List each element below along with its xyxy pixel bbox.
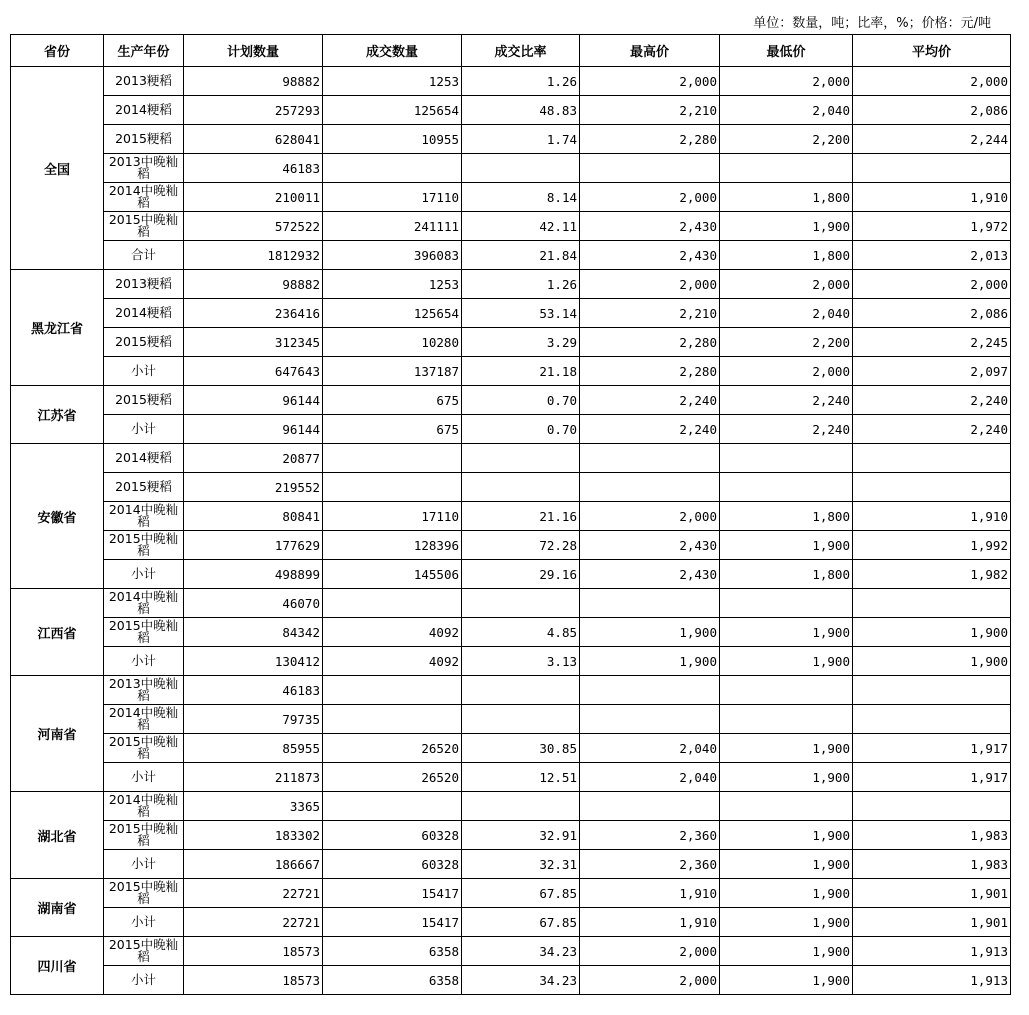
- planned-qty-cell: 130412: [184, 647, 323, 676]
- deal-rate-cell: [462, 792, 580, 821]
- deal-qty-cell: 396083: [323, 241, 462, 270]
- min-price-cell: [720, 589, 853, 618]
- min-price-cell: 1,900: [720, 908, 853, 937]
- min-price-cell: 1,900: [720, 647, 853, 676]
- min-price-cell: 1,900: [720, 212, 853, 241]
- max-price-cell: [580, 473, 720, 502]
- table-row: [11, 937, 1011, 966]
- year-cell: 2014粳稻: [104, 299, 184, 328]
- avg-price-cell: 1,992: [853, 531, 1011, 560]
- table-row: [11, 154, 1011, 183]
- deal-qty-cell: [323, 676, 462, 705]
- deal-rate-cell: [462, 154, 580, 183]
- max-price-cell: 2,240: [580, 386, 720, 415]
- avg-price-cell: 1,917: [853, 763, 1011, 792]
- year-cell: 小计: [104, 763, 184, 792]
- max-price-cell: 2,000: [580, 67, 720, 96]
- min-price-cell: 1,800: [720, 241, 853, 270]
- max-price-cell: 2,210: [580, 96, 720, 125]
- min-price-cell: 2,240: [720, 415, 853, 444]
- deal-qty-cell: 145506: [323, 560, 462, 589]
- table-row: [11, 618, 1011, 647]
- deal-rate-cell: [462, 705, 580, 734]
- deal-rate-cell: 3.29: [462, 328, 580, 357]
- table-row: [11, 473, 1011, 502]
- province-cell: 江苏省: [11, 386, 104, 444]
- max-price-cell: [580, 676, 720, 705]
- table-row: [11, 792, 1011, 821]
- deal-qty-cell: 128396: [323, 531, 462, 560]
- avg-price-cell: 2,013: [853, 241, 1011, 270]
- table-row: [11, 357, 1011, 386]
- year-cell: 小计: [104, 850, 184, 879]
- table-row: [11, 67, 1011, 96]
- province-cell: 安徽省: [11, 444, 104, 589]
- year-cell: 小计: [104, 415, 184, 444]
- avg-price-cell: 1,901: [853, 908, 1011, 937]
- planned-qty-cell: 183302: [184, 821, 323, 850]
- table-row: [11, 850, 1011, 879]
- avg-price-cell: 2,086: [853, 96, 1011, 125]
- table-row: [11, 183, 1011, 212]
- header-avg-price: 平均价: [853, 35, 1011, 67]
- province-cell: 全国: [11, 67, 104, 270]
- planned-qty-cell: 98882: [184, 270, 323, 299]
- year-cell: 小计: [104, 560, 184, 589]
- table-row: [11, 444, 1011, 473]
- deal-rate-cell: 1.26: [462, 67, 580, 96]
- year-cell: 2015中晚籼稻: [104, 821, 184, 850]
- deal-rate-cell: 21.84: [462, 241, 580, 270]
- min-price-cell: 1,900: [720, 763, 853, 792]
- deal-qty-cell: 26520: [323, 734, 462, 763]
- max-price-cell: [580, 154, 720, 183]
- header-row: [11, 35, 1011, 67]
- avg-price-cell: 1,982: [853, 560, 1011, 589]
- table-row: [11, 647, 1011, 676]
- year-cell: 2015中晚籼稻: [104, 212, 184, 241]
- max-price-cell: 2,430: [580, 560, 720, 589]
- min-price-cell: 2,240: [720, 386, 853, 415]
- min-price-cell: 2,000: [720, 270, 853, 299]
- deal-rate-cell: 53.14: [462, 299, 580, 328]
- min-price-cell: 1,900: [720, 966, 853, 995]
- planned-qty-cell: 236416: [184, 299, 323, 328]
- avg-price-cell: [853, 473, 1011, 502]
- planned-qty-cell: 20877: [184, 444, 323, 473]
- deal-rate-cell: 32.91: [462, 821, 580, 850]
- planned-qty-cell: 3365: [184, 792, 323, 821]
- max-price-cell: 2,000: [580, 502, 720, 531]
- deal-rate-cell: [462, 676, 580, 705]
- deal-qty-cell: 125654: [323, 299, 462, 328]
- avg-price-cell: 1,917: [853, 734, 1011, 763]
- province-cell: 湖北省: [11, 792, 104, 879]
- deal-rate-cell: 34.23: [462, 937, 580, 966]
- min-price-cell: [720, 676, 853, 705]
- min-price-cell: 1,900: [720, 618, 853, 647]
- deal-rate-cell: 30.85: [462, 734, 580, 763]
- avg-price-cell: [853, 589, 1011, 618]
- avg-price-cell: 2,086: [853, 299, 1011, 328]
- year-cell: 2015粳稻: [104, 473, 184, 502]
- deal-rate-cell: 67.85: [462, 908, 580, 937]
- min-price-cell: 2,000: [720, 67, 853, 96]
- table-row: [11, 96, 1011, 125]
- deal-qty-cell: 60328: [323, 821, 462, 850]
- planned-qty-cell: 80841: [184, 502, 323, 531]
- min-price-cell: 2,040: [720, 96, 853, 125]
- min-price-cell: [720, 473, 853, 502]
- deal-rate-cell: 42.11: [462, 212, 580, 241]
- planned-qty-cell: 177629: [184, 531, 323, 560]
- max-price-cell: 1,900: [580, 618, 720, 647]
- deal-rate-cell: 32.31: [462, 850, 580, 879]
- table-row: [11, 676, 1011, 705]
- deal-qty-cell: [323, 705, 462, 734]
- planned-qty-cell: 84342: [184, 618, 323, 647]
- avg-price-cell: 1,983: [853, 821, 1011, 850]
- max-price-cell: 1,910: [580, 879, 720, 908]
- deal-qty-cell: 241111: [323, 212, 462, 241]
- header-deal-rate: 成交比率: [462, 35, 580, 67]
- avg-price-cell: [853, 792, 1011, 821]
- max-price-cell: 2,000: [580, 937, 720, 966]
- planned-qty-cell: 22721: [184, 879, 323, 908]
- table-row: [11, 734, 1011, 763]
- avg-price-cell: 2,097: [853, 357, 1011, 386]
- deal-qty-cell: 1253: [323, 67, 462, 96]
- min-price-cell: 1,800: [720, 502, 853, 531]
- planned-qty-cell: 18573: [184, 937, 323, 966]
- planned-qty-cell: 647643: [184, 357, 323, 386]
- max-price-cell: 2,000: [580, 183, 720, 212]
- deal-qty-cell: 26520: [323, 763, 462, 792]
- year-cell: 2015粳稻: [104, 125, 184, 154]
- planned-qty-cell: 85955: [184, 734, 323, 763]
- max-price-cell: 2,000: [580, 270, 720, 299]
- deal-rate-cell: [462, 473, 580, 502]
- year-cell: 2014中晚籼稻: [104, 589, 184, 618]
- year-cell: 2015中晚籼稻: [104, 531, 184, 560]
- min-price-cell: 2,000: [720, 357, 853, 386]
- deal-qty-cell: 15417: [323, 908, 462, 937]
- avg-price-cell: 1,900: [853, 647, 1011, 676]
- min-price-cell: [720, 792, 853, 821]
- deal-qty-cell: 17110: [323, 502, 462, 531]
- deal-rate-cell: 0.70: [462, 415, 580, 444]
- year-cell: 2014粳稻: [104, 444, 184, 473]
- max-price-cell: 2,280: [580, 328, 720, 357]
- table-row: [11, 879, 1011, 908]
- table-row: [11, 125, 1011, 154]
- avg-price-cell: 1,900: [853, 618, 1011, 647]
- deal-qty-cell: 4092: [323, 647, 462, 676]
- planned-qty-cell: 96144: [184, 415, 323, 444]
- avg-price-cell: [853, 444, 1011, 473]
- deal-qty-cell: [323, 792, 462, 821]
- deal-rate-cell: 21.16: [462, 502, 580, 531]
- year-cell: 2014粳稻: [104, 96, 184, 125]
- deal-rate-cell: [462, 444, 580, 473]
- max-price-cell: 2,280: [580, 125, 720, 154]
- deal-rate-cell: 3.13: [462, 647, 580, 676]
- table-body: [11, 67, 1011, 995]
- header-min-price: 最低价: [720, 35, 853, 67]
- avg-price-cell: 2,000: [853, 67, 1011, 96]
- min-price-cell: [720, 154, 853, 183]
- planned-qty-cell: 46070: [184, 589, 323, 618]
- min-price-cell: 1,900: [720, 821, 853, 850]
- year-cell: 2013中晚籼稻: [104, 154, 184, 183]
- table-row: [11, 328, 1011, 357]
- deal-rate-cell: 8.14: [462, 183, 580, 212]
- planned-qty-cell: 22721: [184, 908, 323, 937]
- year-cell: 2015中晚籼稻: [104, 734, 184, 763]
- min-price-cell: 2,040: [720, 299, 853, 328]
- min-price-cell: 1,800: [720, 183, 853, 212]
- planned-qty-cell: 257293: [184, 96, 323, 125]
- province-cell: 河南省: [11, 676, 104, 792]
- max-price-cell: 2,000: [580, 966, 720, 995]
- year-cell: 合计: [104, 241, 184, 270]
- year-cell: 小计: [104, 908, 184, 937]
- deal-qty-cell: 6358: [323, 937, 462, 966]
- year-cell: 2014中晚籼稻: [104, 705, 184, 734]
- deal-rate-cell: 1.74: [462, 125, 580, 154]
- avg-price-cell: 1,983: [853, 850, 1011, 879]
- deal-qty-cell: 10280: [323, 328, 462, 357]
- table-row: [11, 821, 1011, 850]
- table-row: [11, 241, 1011, 270]
- year-cell: 2014中晚籼稻: [104, 183, 184, 212]
- max-price-cell: 2,040: [580, 734, 720, 763]
- planned-qty-cell: 1812932: [184, 241, 323, 270]
- avg-price-cell: 2,240: [853, 415, 1011, 444]
- year-cell: 2015中晚籼稻: [104, 937, 184, 966]
- table-row: [11, 908, 1011, 937]
- max-price-cell: 2,240: [580, 415, 720, 444]
- avg-price-cell: 1,901: [853, 879, 1011, 908]
- deal-rate-cell: 34.23: [462, 966, 580, 995]
- year-cell: 小计: [104, 647, 184, 676]
- avg-price-cell: 2,245: [853, 328, 1011, 357]
- province-cell: 黑龙江省: [11, 270, 104, 386]
- deal-rate-cell: 29.16: [462, 560, 580, 589]
- avg-price-cell: 2,244: [853, 125, 1011, 154]
- min-price-cell: [720, 705, 853, 734]
- table-row: [11, 502, 1011, 531]
- deal-qty-cell: 10955: [323, 125, 462, 154]
- deal-qty-cell: [323, 589, 462, 618]
- year-cell: 小计: [104, 966, 184, 995]
- max-price-cell: 2,430: [580, 531, 720, 560]
- max-price-cell: [580, 792, 720, 821]
- deal-rate-cell: 72.28: [462, 531, 580, 560]
- deal-qty-cell: 675: [323, 415, 462, 444]
- table-row: [11, 386, 1011, 415]
- avg-price-cell: [853, 676, 1011, 705]
- avg-price-cell: [853, 705, 1011, 734]
- planned-qty-cell: 498899: [184, 560, 323, 589]
- planned-qty-cell: 186667: [184, 850, 323, 879]
- deal-qty-cell: 137187: [323, 357, 462, 386]
- planned-qty-cell: 46183: [184, 676, 323, 705]
- max-price-cell: 1,910: [580, 908, 720, 937]
- deal-qty-cell: 17110: [323, 183, 462, 212]
- avg-price-cell: 2,000: [853, 270, 1011, 299]
- unit-note: 单位：数量，吨；比率，%；价格：元/吨: [753, 16, 991, 31]
- avg-price-cell: 1,910: [853, 183, 1011, 212]
- deal-rate-cell: 67.85: [462, 879, 580, 908]
- deal-rate-cell: [462, 589, 580, 618]
- year-cell: 2014中晚籼稻: [104, 792, 184, 821]
- year-cell: 2013粳稻: [104, 67, 184, 96]
- min-price-cell: 2,200: [720, 125, 853, 154]
- deal-qty-cell: 4092: [323, 618, 462, 647]
- avg-price-cell: 1,972: [853, 212, 1011, 241]
- header-deal-qty: 成交数量: [323, 35, 462, 67]
- max-price-cell: [580, 444, 720, 473]
- auction-results-table: [10, 34, 1011, 995]
- deal-qty-cell: 1253: [323, 270, 462, 299]
- year-cell: 2013中晚籼稻: [104, 676, 184, 705]
- avg-price-cell: 2,240: [853, 386, 1011, 415]
- deal-qty-cell: 15417: [323, 879, 462, 908]
- header-province: 省份: [11, 35, 104, 67]
- min-price-cell: 1,900: [720, 937, 853, 966]
- year-cell: 小计: [104, 357, 184, 386]
- header-planned-qty: 计划数量: [184, 35, 323, 67]
- province-cell: 江西省: [11, 589, 104, 676]
- year-cell: 2015中晚籼稻: [104, 618, 184, 647]
- min-price-cell: [720, 444, 853, 473]
- avg-price-cell: 1,913: [853, 937, 1011, 966]
- deal-qty-cell: 125654: [323, 96, 462, 125]
- year-cell: 2013粳稻: [104, 270, 184, 299]
- min-price-cell: 1,900: [720, 734, 853, 763]
- year-cell: 2015粳稻: [104, 386, 184, 415]
- max-price-cell: 2,360: [580, 821, 720, 850]
- deal-rate-cell: 48.83: [462, 96, 580, 125]
- max-price-cell: 2,210: [580, 299, 720, 328]
- table-row: [11, 705, 1011, 734]
- deal-rate-cell: 4.85: [462, 618, 580, 647]
- deal-qty-cell: [323, 473, 462, 502]
- planned-qty-cell: 572522: [184, 212, 323, 241]
- planned-qty-cell: 628041: [184, 125, 323, 154]
- max-price-cell: 2,280: [580, 357, 720, 386]
- header-max-price: 最高价: [580, 35, 720, 67]
- max-price-cell: 2,430: [580, 241, 720, 270]
- max-price-cell: 1,900: [580, 647, 720, 676]
- table-row: [11, 299, 1011, 328]
- year-cell: 2014中晚籼稻: [104, 502, 184, 531]
- deal-rate-cell: 1.26: [462, 270, 580, 299]
- max-price-cell: 2,360: [580, 850, 720, 879]
- province-cell: 湖南省: [11, 879, 104, 937]
- planned-qty-cell: 96144: [184, 386, 323, 415]
- table-row: [11, 560, 1011, 589]
- min-price-cell: 1,800: [720, 560, 853, 589]
- min-price-cell: 1,900: [720, 879, 853, 908]
- avg-price-cell: [853, 154, 1011, 183]
- planned-qty-cell: 210011: [184, 183, 323, 212]
- table-row: [11, 589, 1011, 618]
- table-row: [11, 966, 1011, 995]
- max-price-cell: [580, 705, 720, 734]
- deal-rate-cell: 0.70: [462, 386, 580, 415]
- deal-qty-cell: 6358: [323, 966, 462, 995]
- max-price-cell: 2,430: [580, 212, 720, 241]
- table-row: [11, 212, 1011, 241]
- planned-qty-cell: 18573: [184, 966, 323, 995]
- min-price-cell: 1,900: [720, 531, 853, 560]
- header-year: 生产年份: [104, 35, 184, 67]
- avg-price-cell: 1,910: [853, 502, 1011, 531]
- planned-qty-cell: 312345: [184, 328, 323, 357]
- min-price-cell: 2,200: [720, 328, 853, 357]
- deal-qty-cell: 675: [323, 386, 462, 415]
- min-price-cell: 1,900: [720, 850, 853, 879]
- max-price-cell: 2,040: [580, 763, 720, 792]
- deal-rate-cell: 12.51: [462, 763, 580, 792]
- table-row: [11, 763, 1011, 792]
- deal-qty-cell: [323, 154, 462, 183]
- deal-rate-cell: 21.18: [462, 357, 580, 386]
- max-price-cell: [580, 589, 720, 618]
- table-row: [11, 415, 1011, 444]
- deal-qty-cell: [323, 444, 462, 473]
- planned-qty-cell: 219552: [184, 473, 323, 502]
- province-cell: 四川省: [11, 937, 104, 995]
- planned-qty-cell: 211873: [184, 763, 323, 792]
- year-cell: 2015中晚籼稻: [104, 879, 184, 908]
- planned-qty-cell: 98882: [184, 67, 323, 96]
- year-cell: 2015粳稻: [104, 328, 184, 357]
- avg-price-cell: 1,913: [853, 966, 1011, 995]
- planned-qty-cell: 46183: [184, 154, 323, 183]
- table-row: [11, 531, 1011, 560]
- table-row: [11, 270, 1011, 299]
- deal-qty-cell: 60328: [323, 850, 462, 879]
- planned-qty-cell: 79735: [184, 705, 323, 734]
